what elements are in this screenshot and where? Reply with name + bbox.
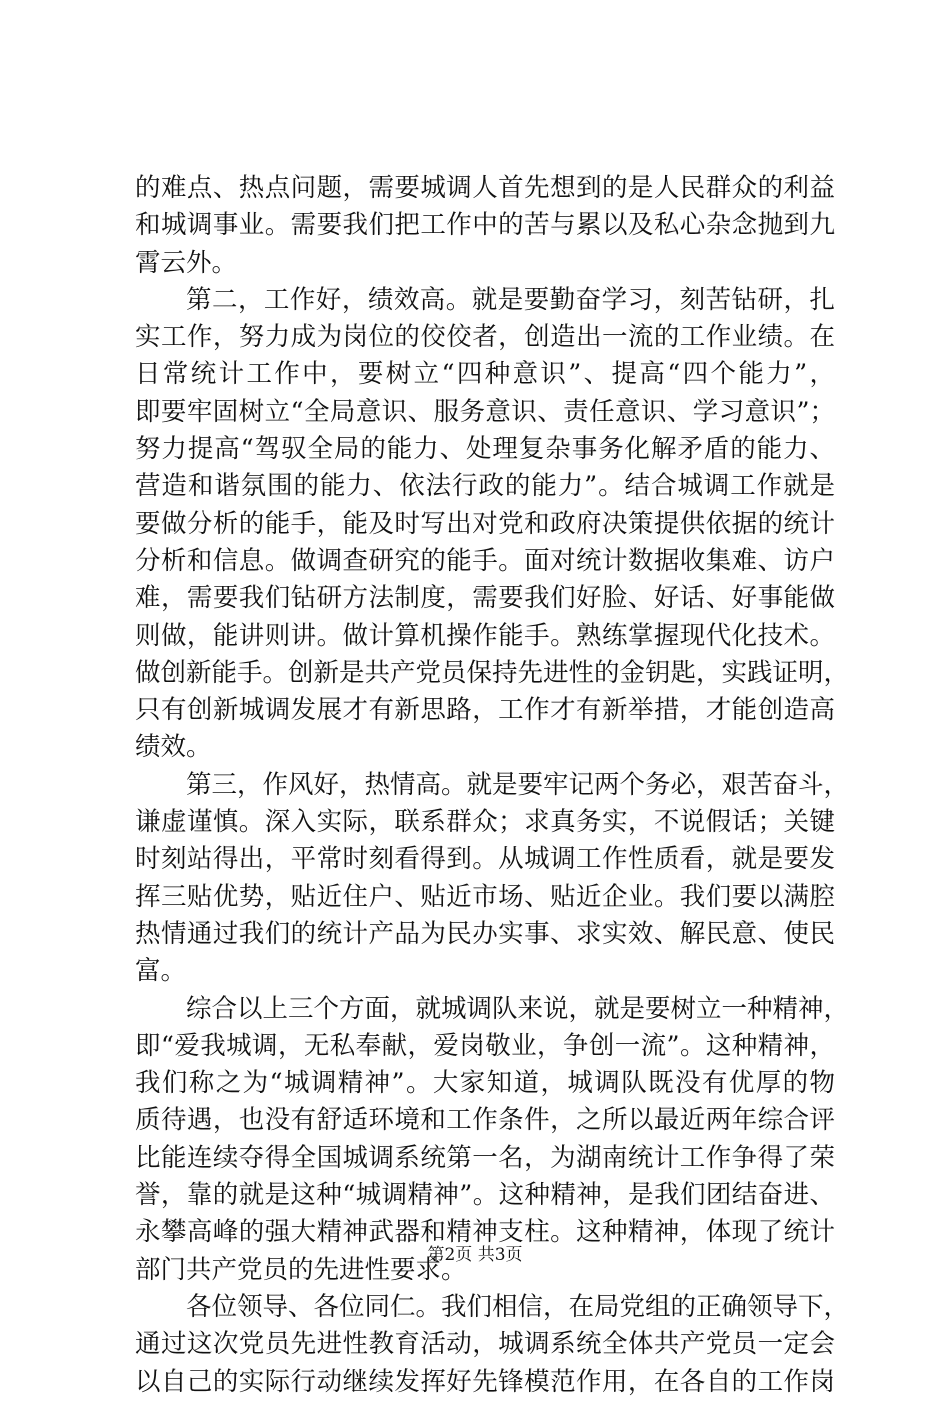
text-line: 则做，能讲则讲。做计算机操作能手。熟练掌握现代化技术。 <box>135 620 835 651</box>
text-line: 日常统计工作中，要树立“四种意识”、提高“四个能力”， <box>135 359 835 390</box>
text-line: 谦虚谨慎。深入实际，联系群众；求真务实，不说假话；关键 <box>135 807 835 838</box>
paragraph-start-line: 第二，工作好，绩效高。就是要勤奋学习，刻苦钻研，扎 <box>186 284 835 315</box>
text-line: 的难点、热点问题，需要城调人首先想到的是人民群众的利益 <box>135 173 835 203</box>
text-line: 永攀高峰的强大精神武器和精神支柱。这种精神，体现了统计 <box>135 1217 835 1248</box>
text-line: 难，需要我们钻研方法制度，需要我们好脸、好话、好事能做 <box>135 583 835 614</box>
text-line: 绩效。 <box>135 732 212 763</box>
text-line: 质待遇，也没有舒适环境和工作条件，之所以最近两年综合评 <box>135 1105 835 1136</box>
text-line: 以自己的实际行动继续发挥好先锋模范作用，在各自的工作岗 <box>135 1366 835 1397</box>
text-line: 比能连续夺得全国城调系统第一名，为湖南统计工作争得了荣 <box>135 1142 835 1173</box>
text-line: 做创新能手。创新是共产党员保持先进性的金钥匙，实践证明， <box>135 657 850 688</box>
paragraph-start-line: 综合以上三个方面，就城调队来说，就是要树立一种精神， <box>186 993 850 1024</box>
document-body <box>135 170 850 1401</box>
page-number-footer: 第2页 共3页 <box>427 1245 523 1265</box>
text-line: 只有创新城调发展才有新思路，工作才有新举措，才能创造高 <box>135 695 835 726</box>
paragraph-start-line: 第三，作风好，热情高。就是要牢记两个务必，艰苦奋斗， <box>186 769 850 800</box>
text-line: 誉，靠的就是这种“城调精神”。这种精神，是我们团结奋进、 <box>135 1180 835 1211</box>
text-line: 即要牢固树立“全局意识、服务意识、责任意识、学习意识”； <box>135 396 835 427</box>
text-line: 部门共产党员的先进性要求。 <box>135 1254 467 1285</box>
text-line: 通过这次党员先进性教育活动，城调系统全体共产党员一定会 <box>135 1329 835 1360</box>
paragraph-start-line: 各位领导、各位同仁。我们相信，在局党组的正确领导下， <box>186 1291 850 1322</box>
text-line: 分析和信息。做调查研究的能手。面对统计数据收集难、访户 <box>135 545 835 576</box>
text-line: 要做分析的能手，能及时写出对党和政府决策提供依据的统计 <box>135 508 835 539</box>
text-line: 挥三贴优势，贴近住户、贴近市场、贴近企业。我们要以满腔 <box>135 881 835 912</box>
text-line: 霄云外。 <box>135 247 238 278</box>
text-line: 实工作，努力成为岗位的佼佼者，创造出一流的工作业绩。在 <box>135 322 835 353</box>
text-line: 我们称之为“城调精神”。大家知道，城调队既没有优厚的物 <box>135 1068 835 1099</box>
text-line: 热情通过我们的统计产品为民办实事、求实效、解民意、使民 <box>135 918 835 949</box>
text-line: 时刻站得出，平常时刻看得到。从城调工作性质看，就是要发 <box>135 844 835 875</box>
text-line: 即“爱我城调，无私奉献，爱岗敬业，争创一流”。这种精神， <box>135 1030 835 1061</box>
text-line: 营造和谐氛围的能力、依法行政的能力”。结合城调工作就是 <box>135 471 835 502</box>
text-line: 和城调事业。需要我们把工作中的苦与累以及私心杂念抛到九 <box>135 210 835 241</box>
text-line: 富。 <box>135 956 187 987</box>
text-line: 努力提高“驾驭全局的能力、处理复杂事务化解矛盾的能力、 <box>135 434 835 465</box>
